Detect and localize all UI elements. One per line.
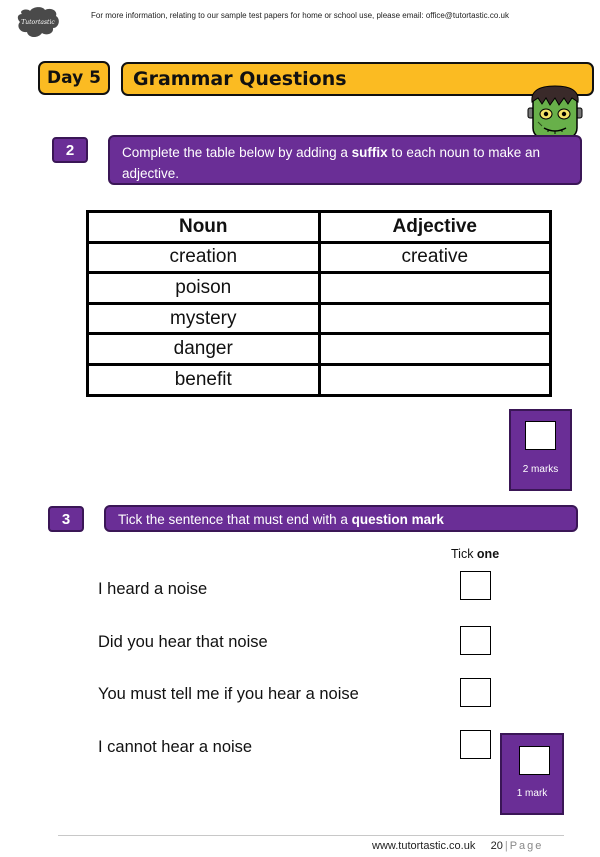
footer-divider [58, 835, 564, 836]
table-row [88, 273, 551, 304]
marks-box-question-3 [500, 733, 564, 815]
adjective-answer-cell[interactable] [319, 364, 551, 395]
adjective-answer-cell[interactable] [319, 303, 551, 334]
question-2-instruction: Complete the table below by adding a suffix to each noun to make an adjective. [108, 135, 582, 185]
keyword-suffix: suffix [351, 145, 388, 160]
keyword-question-mark: question mark [351, 512, 444, 527]
header-info-text: For more information, relating to our sample test papers for home or school use, please email: office@tutortastic.co.uk [91, 11, 509, 20]
table-row [88, 364, 551, 395]
marks-box-question-2 [509, 409, 572, 491]
table-row [88, 334, 551, 365]
noun-cell: poison [88, 273, 320, 304]
tick-box[interactable] [460, 730, 491, 759]
question-3-instruction: Tick the sentence that must end with a question mark [104, 505, 578, 532]
noun-cell: creation [88, 242, 320, 273]
marks-label: 1 mark [516, 788, 548, 799]
marks-score-box[interactable] [519, 746, 550, 775]
day-label: Day 5 [38, 61, 110, 95]
noun-cell: benefit [88, 364, 320, 395]
noun-cell: mystery [88, 303, 320, 334]
sentence-option: You must tell me if you hear a noise [98, 685, 359, 703]
question-number-2: 2 [52, 137, 88, 163]
question-number-3: 3 [48, 506, 84, 532]
tick-box[interactable] [460, 626, 491, 655]
section-title: Grammar Questions [121, 62, 594, 96]
marks-score-box[interactable] [525, 421, 556, 450]
svg-text:Tutortastic: Tutortastic [21, 19, 55, 26]
page-number: 20 [490, 840, 503, 852]
marks-label: 2 marks [522, 464, 559, 475]
adjective-answer-cell[interactable] [319, 334, 551, 365]
tutortastic-logo [16, 6, 60, 40]
sentence-option: Did you hear that noise [98, 633, 268, 651]
noun-adjective-table [86, 210, 552, 397]
tick-one-label: Tick one [451, 547, 500, 561]
noun-cell: danger [88, 334, 320, 365]
page-footer: www.tutortastic.co.uk 20 | Page [372, 840, 544, 852]
tick-box[interactable] [460, 571, 491, 600]
table-row [88, 242, 551, 273]
adjective-answer-cell[interactable] [319, 273, 551, 304]
tick-box[interactable] [460, 678, 491, 707]
column-header-adjective: Adjective [319, 212, 551, 243]
sentence-option: I heard a noise [98, 580, 208, 598]
sentence-option: I cannot hear a noise [98, 738, 253, 756]
adjective-cell: creative [319, 242, 551, 273]
table-row [88, 303, 551, 334]
page-label: Page [509, 840, 544, 852]
column-header-noun: Noun [88, 212, 320, 243]
footer-website: www.tutortastic.co.uk [372, 840, 476, 852]
